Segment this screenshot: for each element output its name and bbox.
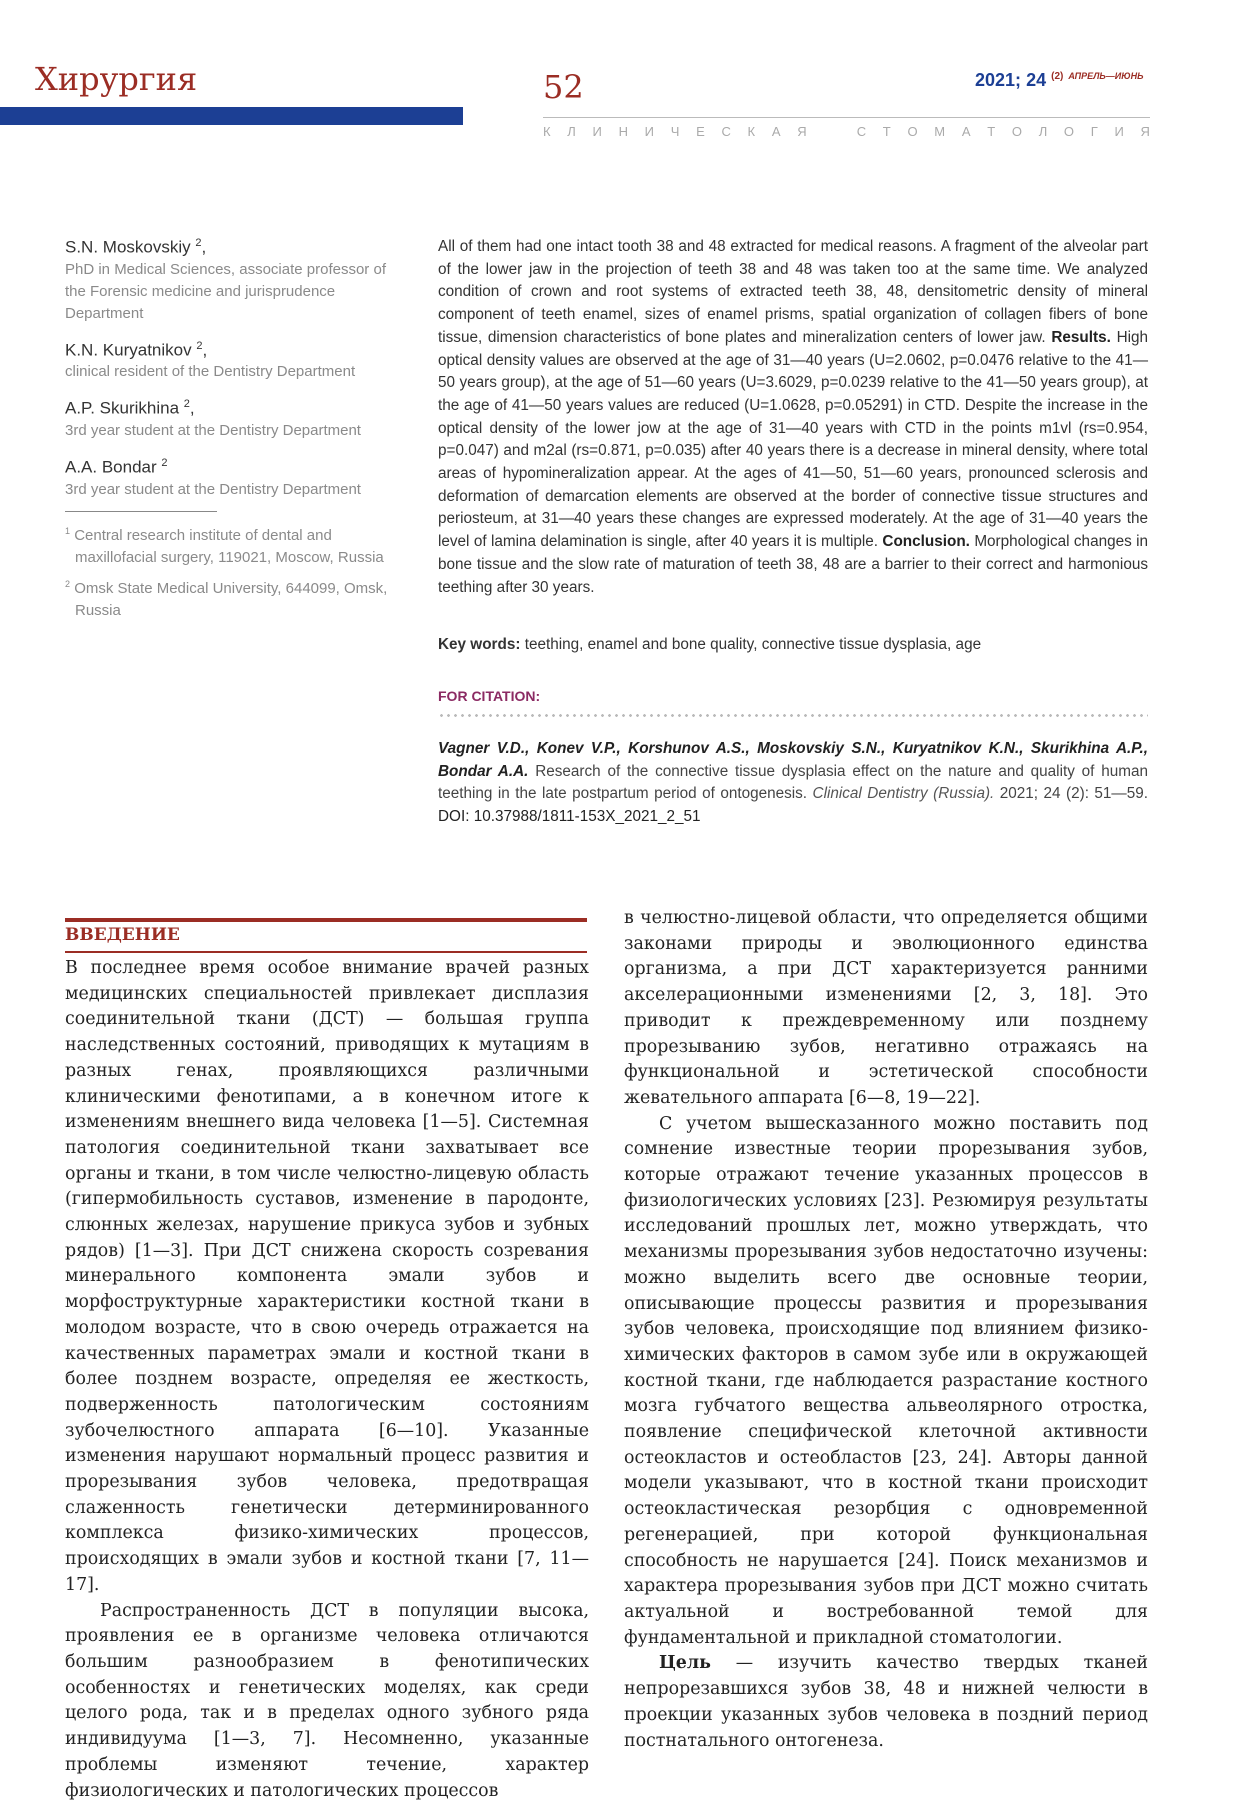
goal-label: Цель [659,1653,711,1674]
journal-letter: Л [567,124,576,139]
author-block [65,393,405,442]
footnote-sup: 2 [65,578,71,589]
footnote-text: Central research institute of dental and maxillofacial surgery, 119021, Moscow, Russia [74,526,384,566]
citation-doi[interactable]: DOI: 10.37988/1811-153X_2021_2_51 [438,808,701,826]
journal-letter: О [1011,124,1022,139]
abstract-conclusion: Morphological changes in bone tissue and the slow rate of maturation of teeth 38, 48 are a barrier to their correct and harmonious teething after 30 years. [438,533,1149,596]
journal-letter: Е [696,124,705,139]
issue-info [975,70,1144,91]
abstract-results-label: Results. [1051,328,1111,346]
section-title-bar [0,107,463,125]
body-column-right [624,906,1148,1754]
author-block [65,452,405,501]
journal-name [543,124,1150,139]
journal-letter: О [907,124,918,139]
issue-months: АПРЕЛЬ—ИЮНЬ [1068,71,1144,81]
intro-rule-top [65,918,587,922]
keywords [438,636,1148,654]
citation-title: Research of the connective tissue dysplasia effect on the nature and quality of human teething in the late postpartum period of ontogenesis. [438,762,1148,803]
journal-letter: И [592,124,602,139]
journal-letter: Т [987,124,996,139]
header-rule [543,117,1150,118]
journal-letter: Г [1090,124,1098,139]
citation-pages: 2021; 24 (2): 51—59. [999,785,1148,803]
author-affiliation: clinical resident of the Dentistry Department [65,363,356,381]
journal-letter: О [1063,124,1075,139]
affiliation-footnote [65,573,405,622]
citation-journal: Clinical Dentistry (Russia). [812,785,995,803]
author-name: S.N. Moskovskiy $^2$, [65,237,207,257]
author-sup: 2 [183,398,190,411]
body-paragraph: Распространенность ДСТ в популяции высока, проявления ее в организме человека отличаются большим разнообразием в фенотипических особенностях и генетических моделях, как среди целого рода, так и в пределах одного зубного ряда индивидуума [1—3, 7]. Несомненно, указанные проблемы изменяют течение, характер физиологических и патологических процессов [65,1600,589,1801]
journal-letter: Н [618,124,628,139]
footnote-text: Omsk State Medical University, 644099, Omsk, Russia [74,579,388,619]
affiliation-divider [65,511,217,512]
abstract-results: High optical density values are observed at the age of 31—40 years (U=2.0602, p=0.0476 relative to the 41—50 years group), at the age of 51—60 years (U=3.6029, p=0.0239 relative to the 41—50 years group), at the age of 41—50 years values are reduced (U=1.0628, p=0.05291) in CTD. Despite the increase in the optical density of the lower jow at the age of 31—40 years with CTD in the points m1vl (rs=0.954, p=0.047) and m2al (rs=0.871, p=0.035) after 40 years there is a decrease in mineral density, where total areas of hypomineralization appear. At the ages of 41—50, 51—60 years, pronounced sclerosis and deformation of demarcation elements are observed at the border of connective tissue structures and periosteum, at 31—40 years these changes are expressed moderately. At the age of 31—40 years the level of lamina delamination is single, after 40 years it is multiple. [438,328,1149,551]
issue-number: (2) [1051,71,1064,82]
journal-letter: С [721,124,731,139]
author-name-text: A.P. Skurikhina [65,398,180,418]
affiliation-footnote [65,520,405,569]
body-column-left [65,956,589,1804]
journal-letter: Ч [670,124,680,139]
author-affiliation: 3rd year student at the Dentistry Department [65,480,361,498]
journal-letter: Я [797,124,807,139]
journal-letter: А [771,124,781,139]
abstract-methods: All of them had one intact tooth 38 and 48 extracted for medical reasons. A fragment of the alveolar part of the lower jaw in the projection of teeth 38 and 48 was taken too at the same time. We analyzed condition of crown and root systems of extracted teeth 38, 48, densitometric density of mineral component of teeth enamel, sizes of enamel prisms, spatial organization of collagen fibers of bone tissue, dimension characteristics of bone plates and mineralization centers of lower jaw. [438,238,1148,346]
author-block [65,232,405,325]
author-sup: 2 [196,339,203,352]
intro-rule-bottom [65,951,587,953]
journal-letter: Я [1140,124,1150,139]
journal-letter: К [543,124,551,139]
author-affiliation: PhD in Medical Sciences, associate professor of the Forensic medicine and jurisprudence Department [65,260,386,322]
page-number: 52 [543,68,584,106]
goal-paragraph [624,1651,1148,1754]
author-name: A.P. Skurikhina $^2$, [65,398,195,418]
section-title: Хирургия [35,60,198,98]
citation-label: FOR CITATION: [438,688,541,704]
keywords-label: Key words: [438,636,521,653]
citation-divider [438,714,1148,717]
author-name-text: A.A. Bondar [65,457,157,477]
journal-letter: Т [882,124,891,139]
intro-heading: ВВЕДЕНИЕ [65,925,180,945]
journal-letter: И [1114,124,1124,139]
footnote-sup: 1 [65,525,71,536]
abstract-conclusion-label: Conclusion. [882,533,970,551]
journal-letter: К [747,124,756,139]
body-paragraph: в челюстно-лицевой области, что определяется общими законами природы и эволюционного единства организма, а при ДСТ характеризуется ранними акселерационными изменениями [2, 3, 18]. Это приводит к преждевременному или позднему прорезыванию зубов, негативно отражаясь на функциональной и эстетической способности жевательного аппарата [6—8, 19—22]. [624,908,1148,1108]
goal-text: — изучить качество твердых тканей непрорезавшихся зубов 38, 48 и нижней челюсти в проекции указанных зубов человека в поздний период постнатального онтогенеза. [624,1653,1148,1751]
issue-year: 2021; [975,70,1022,90]
citation-authors: Vagner V.D., Konev V.P., Korshunov A.S., Moskovskiy S.N., Kuryatnikov K.N., Skurikhina A.P., Bondar A.A. [438,740,1148,780]
author-name [65,452,405,479]
author-block [65,335,405,384]
journal-letter: С [856,124,867,139]
author-sup: 2 [195,237,202,249]
body-paragraph: С учетом вышесказанного можно поставить под сомнение известные теории прорезывания зубов, которые отражают течение указанных процессов в физиологических условиях [23]. Резюмируя результаты исследований прошлых лет, можно утверждать, что механизмы прорезывания зубов недостаточно изучены: можно выделить всего две основные теории, описывающие процессы развития и прорезывания зубов человека, происходящие под влиянием физико-химических факторов в самом зубе или в окружающей костной ткани, где наблюдается разрастание костного мозга губчатого вещества альвеолярного отростка, появление специфической клеточной активности остеокластов и остеобластов [23, 24]. Авторы данной модели указывают, что в костной ткани происходит остеокластическая резорбция с одновременной регенерацией, при которой функциональная способность не нарушается [24]. Поиск механизмов и характера прорезывания зубов при ДСТ можно считать актуальной и востребованной темой для фундаментальной и прикладной стоматологии. [624,1113,1148,1648]
author-name-text: K.N. Kuryatnikov [65,340,192,360]
journal-letter: И [644,124,654,139]
citation [438,738,1148,829]
abstract [438,236,1148,599]
keywords-text: teething, enamel and bone quality, connective tissue dysplasia, age [524,636,982,653]
author-name: K.N. Kuryatnikov $^2$, [65,339,208,360]
author-name-text: S.N. Moskovskiy [65,237,191,257]
author-sup: 2 [161,456,168,469]
body-paragraph: В последнее время особое внимание врачей разных медицинских специальностей привлекает дисплазия соединительной ткани (ДСТ) — большая группа наследственных состояний, приводящих к мутациям в разных генах, проявляющихся различными клиническими фенотипами, а в конечном итоге к изменениям внешнего вида человека [1—5]. Системная патология соединительной ткани захватывает все органы и ткани, в том числе челюстно-лицевую область (гипермобильность суставов, изменение в пародонте, слюнных железах, нарушение прикуса зубов и зубных рядов) [1—3]. При ДСТ снижена скорость созревания минерального компонента эмали зубов и морфоструктурные характеристики костной ткани в молодом возрасте, что в свою очередь отражается на качественных параметрах эмали и костной ткани в более позднем возрасте, определяя ее жесткость, подверженность патологическим состояниям зубочелюстного аппарата [6—10]. Указанные изменения нарушают нормальный процесс развития и прорезывания зубов человека, предотвращая слаженность генетически детерминированного комплекса физико-химических процессов, происходящих в эмали зубов и костной ткани [7, 11—17]. [65,958,589,1595]
journal-letter: Л [1038,124,1048,139]
author-affiliation: 3rd year student at the Dentistry Department [65,421,361,439]
issue-volume: 24 [1026,70,1047,90]
journal-letter: А [961,124,971,139]
journal-letter: М [934,124,946,139]
authors-column [65,232,405,626]
